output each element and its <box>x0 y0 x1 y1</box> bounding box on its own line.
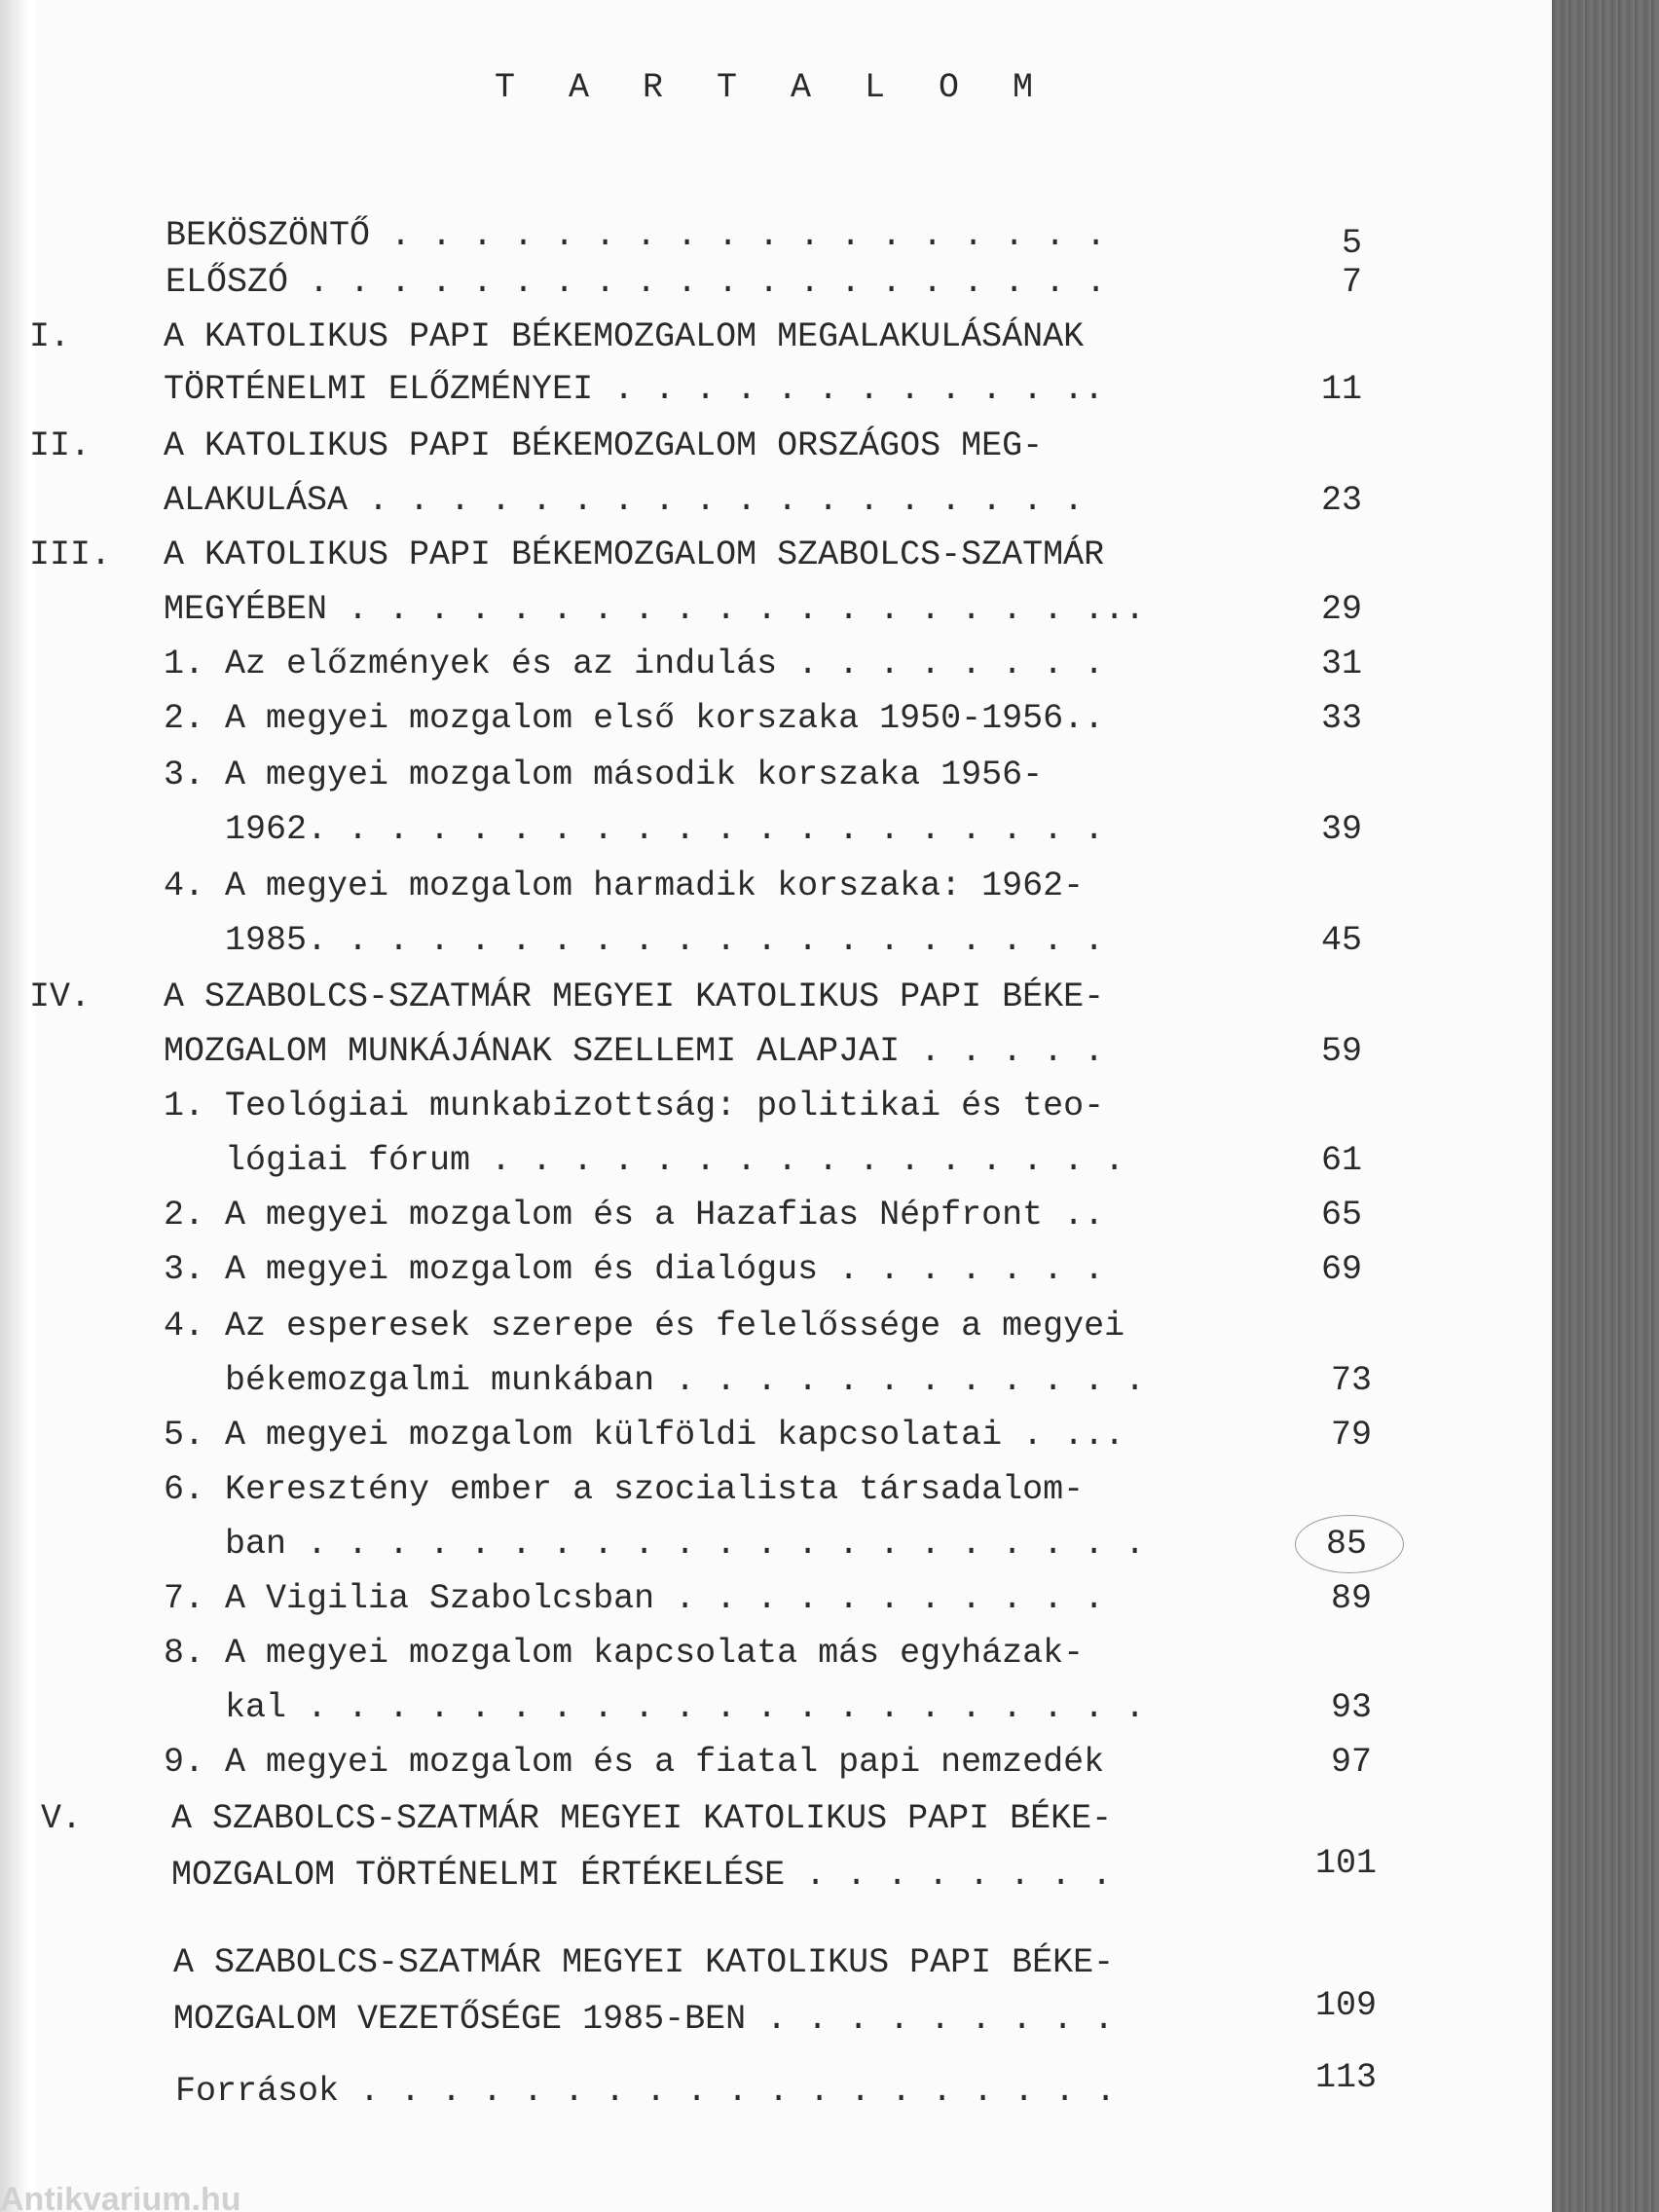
toc-entry <box>0 216 1552 265</box>
toc-entry <box>0 426 1552 475</box>
toc-entry-continuation <box>0 1986 1552 2048</box>
toc-entry-continuation <box>0 1361 1552 1410</box>
toc-entry-text: lógiai fórum . . . . . . . . . . . . . . . . <box>164 1141 1125 1180</box>
toc-entry-text: 8. A megyei mozgalom kapcsolata más egyházak- <box>164 1634 1085 1673</box>
toc-entry <box>0 645 1552 693</box>
toc-entry-text: 3. A megyei mozgalom és dialógus . . . . . . . <box>164 1250 1105 1289</box>
chapter-number: II. <box>29 426 92 465</box>
toc-entry-continuation <box>0 1688 1552 1737</box>
toc-entry-text: ALAKULÁSA . . . . . . . . . . . . . . . . . . <box>164 481 1085 520</box>
toc-entry-text: 1962. . . . . . . . . . . . . . . . . . . . <box>164 810 1105 849</box>
toc-entry-text: A KATOLIKUS PAPI BÉKEMOZGALOM ORSZÁGOS MEG- <box>164 426 1044 465</box>
toc-entry-text: 7. A Vigilia Szabolcsban . . . . . . . . . . . <box>164 1579 1105 1618</box>
toc-entry <box>0 1416 1552 1464</box>
background-surface <box>1552 0 1659 2212</box>
toc-page-number: 93 <box>1330 1688 1372 1727</box>
toc-entry-text: MOZGALOM VEZETŐSÉGE 1985-BEN . . . . . . . . . <box>173 2000 1115 2039</box>
toc-entry-text: A SZABOLCS-SZATMÁR MEGYEI KATOLIKUS PAPI BÉKE- <box>173 1943 1115 1982</box>
toc-entry <box>0 1087 1552 1135</box>
toc-entry-text: A SZABOLCS-SZATMÁR MEGYEI KATOLIKUS PAPI BÉKE- <box>164 977 1105 1016</box>
chapter-number: III. <box>29 535 112 574</box>
toc-entry-text: A KATOLIKUS PAPI BÉKEMOZGALOM MEGALAKULÁSÁNAK <box>164 317 1085 356</box>
toc-entry <box>0 317 1552 366</box>
toc-entry <box>0 866 1552 915</box>
toc-entry-text: 4. Az esperesek szerepe és felelőssége a megyei <box>164 1307 1125 1346</box>
toc-entry-continuation <box>0 1844 1552 1904</box>
toc-entry-continuation <box>0 1032 1552 1081</box>
toc-page-number: 7 <box>1341 263 1362 302</box>
toc-entry-text: 6. Keresztény ember a szocialista társadalom- <box>164 1470 1085 1509</box>
toc-entry-text: 2. A megyei mozgalom első korszaka 1950-1956.. <box>164 699 1105 738</box>
toc-entry-text: 1985. . . . . . . . . . . . . . . . . . . . <box>164 921 1105 960</box>
toc-entry <box>0 1307 1552 1355</box>
toc-page-number: 31 <box>1320 645 1362 683</box>
toc-entry-text: 9. A megyei mozgalom és a fiatal papi nemzedék <box>164 1743 1105 1782</box>
toc-page-number: 5 <box>1341 224 1362 263</box>
toc-page-number: 61 <box>1320 1141 1362 1180</box>
toc-page-number: 69 <box>1320 1250 1362 1289</box>
chapter-number: V. <box>41 1799 83 1838</box>
toc-entry-continuation <box>0 370 1552 419</box>
toc-entry-text: 1. Az előzmények és az indulás . . . . . . . . <box>164 645 1105 683</box>
chapter-number: I. <box>29 317 71 356</box>
chapter-number: IV. <box>29 977 92 1016</box>
toc-page-number: 113 <box>1314 2058 1377 2097</box>
toc-entry <box>0 535 1552 584</box>
toc-entry-text: békemozgalmi munkában . . . . . . . . . . . . <box>164 1361 1146 1400</box>
toc-entry <box>0 699 1552 748</box>
toc-entry-text: 2. A megyei mozgalom és a Hazafias Népfront .. <box>164 1196 1105 1235</box>
toc-entry <box>0 1579 1552 1628</box>
toc-entry-continuation <box>0 590 1552 639</box>
handwritten-circle-mark <box>1295 1515 1404 1573</box>
toc-entry <box>0 1250 1552 1299</box>
toc-page-number: 79 <box>1330 1416 1372 1455</box>
toc-page-number: 85 <box>1325 1525 1367 1564</box>
toc-entry-continuation <box>0 921 1552 970</box>
toc-page-number: 29 <box>1320 590 1362 629</box>
toc-entry <box>0 977 1552 1026</box>
toc-entry-text: BEKÖSZÖNTŐ . . . . . . . . . . . . . . . . . . <box>166 216 1107 255</box>
toc-page-number: 39 <box>1320 810 1362 849</box>
toc-entry <box>0 1634 1552 1682</box>
toc-entry-text: ban . . . . . . . . . . . . . . . . . . . . . <box>164 1525 1146 1564</box>
toc-page-number: 73 <box>1330 1361 1372 1400</box>
toc-entry <box>0 756 1552 804</box>
toc-entry <box>0 1470 1552 1519</box>
toc-entry-text: kal . . . . . . . . . . . . . . . . . . . . . <box>164 1688 1146 1727</box>
toc-entry-text: 5. A megyei mozgalom külföldi kapcsolatai . ... <box>164 1416 1125 1455</box>
toc-page-number: 89 <box>1330 1579 1372 1618</box>
page-title: T A R T A L O M <box>495 68 1051 107</box>
toc-entry-text: 4. A megyei mozgalom harmadik korszaka: 1962- <box>164 866 1085 905</box>
toc-entry-continuation <box>0 810 1552 859</box>
toc-entry-text: MEGYÉBEN . . . . . . . . . . . . . . . . . . ... <box>164 590 1146 629</box>
toc-page-number: 11 <box>1320 370 1362 409</box>
toc-page-number: 65 <box>1320 1196 1362 1235</box>
toc-entry-text: 3. A megyei mozgalom második korszaka 1956- <box>164 756 1044 794</box>
toc-entry <box>0 1743 1552 1791</box>
toc-entry <box>0 1799 1552 1848</box>
toc-entry <box>0 1196 1552 1244</box>
toc-entry-text: Források . . . . . . . . . . . . . . . . . . . <box>175 2072 1117 2111</box>
toc-entry <box>0 1943 1552 1992</box>
toc-entry-text: A SZABOLCS-SZATMÁR MEGYEI KATOLIKUS PAPI BÉKE- <box>171 1799 1113 1838</box>
toc-entry-continuation <box>0 481 1552 530</box>
toc-entry-continuation <box>0 1141 1552 1190</box>
toc-page-number: 59 <box>1320 1032 1362 1071</box>
toc-entry-text: ELŐSZÓ . . . . . . . . . . . . . . . . . . . . <box>166 263 1107 302</box>
toc-entry-text: MOZGALOM TÖRTÉNELMI ÉRTÉKELÉSE . . . . . . . . <box>171 1856 1113 1895</box>
toc-page-number: 97 <box>1330 1743 1372 1782</box>
toc-entry-text: MOZGALOM MUNKÁJÁNAK SZELLEMI ALAPJAI . . . . . <box>164 1032 1105 1071</box>
toc-entry-text: A KATOLIKUS PAPI BÉKEMOZGALOM SZABOLCS-SZATMÁR <box>164 535 1105 574</box>
watermark: Antikvarium.hu <box>0 2187 241 2212</box>
toc-entry-text: TÖRTÉNELMI ELŐZMÉNYEI . . . . . . . . . . . .. <box>164 370 1105 409</box>
toc-page-number: 109 <box>1314 1986 1377 2025</box>
toc-page-number: 45 <box>1320 921 1362 960</box>
toc-page-number: 101 <box>1314 1844 1377 1883</box>
toc-entry-text: 1. Teológiai munkabizottság: politikai és teo- <box>164 1087 1105 1125</box>
toc-page-number: 23 <box>1320 481 1362 520</box>
toc-page-number: 33 <box>1320 699 1362 738</box>
toc-entry <box>0 2058 1552 2120</box>
toc-entry <box>0 263 1552 312</box>
